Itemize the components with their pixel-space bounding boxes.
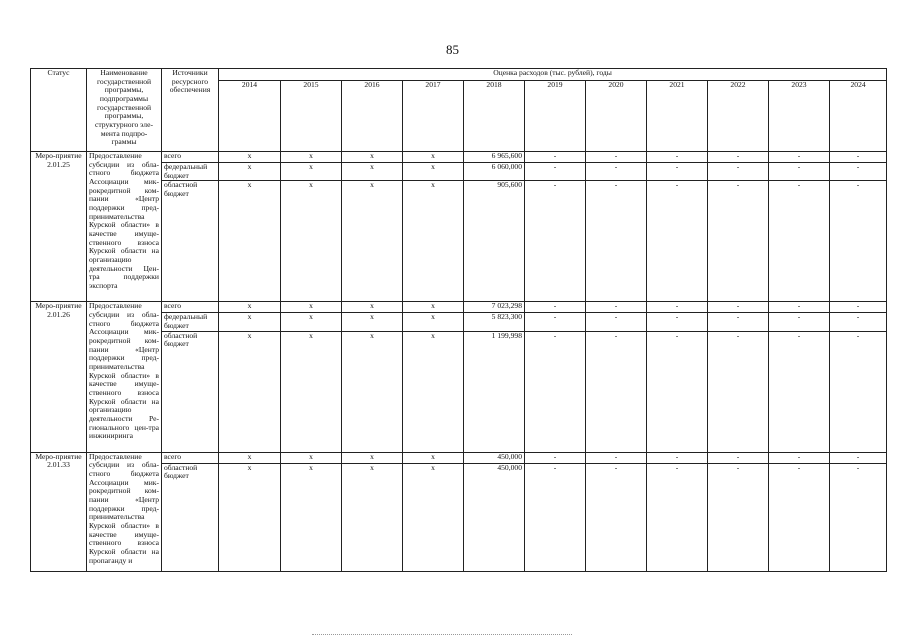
amount-cell: -: [708, 452, 769, 463]
scan-artifact: [312, 634, 572, 637]
amount-cell: -: [586, 463, 647, 571]
amount-cell: -: [586, 331, 647, 452]
amount-cell: -: [647, 452, 708, 463]
table-row: [31, 452, 887, 463]
amount-cell: -: [586, 302, 647, 313]
amount-cell: -: [647, 313, 708, 331]
amount-cell: -: [830, 313, 887, 331]
amount-cell: -: [769, 302, 830, 313]
header-year: 2021: [647, 81, 708, 152]
amount-cell: -: [708, 463, 769, 571]
amount-cell: -: [769, 463, 830, 571]
amount-cell: x: [342, 463, 403, 571]
amount-cell: -: [586, 452, 647, 463]
amount-cell: 1 199,998: [464, 331, 525, 452]
amount-cell: x: [403, 452, 464, 463]
amount-cell: x: [403, 152, 464, 163]
measure-status: Меро-приятие 2.01.33: [31, 452, 87, 571]
amount-cell: x: [342, 331, 403, 452]
amount-cell: x: [403, 163, 464, 181]
header-source: Источники ресурсного обеспечения: [162, 69, 219, 152]
amount-cell: 7 023,298: [464, 302, 525, 313]
amount-cell: -: [769, 163, 830, 181]
amount-cell: x: [281, 452, 342, 463]
amount-cell: -: [647, 163, 708, 181]
amount-cell: -: [830, 302, 887, 313]
table-row: [31, 302, 887, 313]
amount-cell: -: [830, 452, 887, 463]
measure-name: Предоставление субсидии из обла-стного бюджета Ассоциации мик-рокредитной ком-пании «Центр поддержки пред-принимательства Курской области» в качестве имуще-ственного взноса Курской области на организацию деятельности Ре-гионального цен-тра инжиниринга: [87, 302, 162, 452]
amount-cell: -: [647, 463, 708, 571]
amount-cell: -: [525, 463, 586, 571]
amount-cell: -: [586, 152, 647, 163]
amount-cell: -: [830, 331, 887, 452]
header-year: 2022: [708, 81, 769, 152]
amount-cell: x: [342, 302, 403, 313]
amount-cell: 6 060,000: [464, 163, 525, 181]
funding-source: областной бюджет: [162, 181, 219, 302]
amount-cell: 450,000: [464, 463, 525, 571]
amount-cell: x: [281, 152, 342, 163]
amount-cell: x: [342, 181, 403, 302]
amount-cell: -: [830, 181, 887, 302]
funding-source: областной бюджет: [162, 331, 219, 452]
funding-source: федеральный бюджет: [162, 313, 219, 331]
amount-cell: -: [769, 181, 830, 302]
measure-name: Предоставление субсидии из обла-стного бюджета Ассоциации мик-рокредитной ком-пании «Центр поддержки пред-принимательства Курской области» в качестве имуще-ственного взноса Курской области на организацию деятельности Цен-тра поддержки экспорта: [87, 152, 162, 302]
amount-cell: x: [281, 331, 342, 452]
expense-estimate-table: [30, 68, 887, 572]
amount-cell: -: [647, 181, 708, 302]
amount-cell: -: [647, 331, 708, 452]
amount-cell: x: [342, 163, 403, 181]
funding-source: всего: [162, 452, 219, 463]
header-status: Статус: [31, 69, 87, 152]
amount-cell: -: [769, 452, 830, 463]
header-year: 2016: [342, 81, 403, 152]
amount-cell: x: [342, 313, 403, 331]
amount-cell: -: [525, 163, 586, 181]
amount-cell: -: [525, 313, 586, 331]
amount-cell: -: [708, 163, 769, 181]
header-estimate: Оценка расходов (тыс. рублей), годы: [219, 69, 887, 81]
amount-cell: -: [708, 181, 769, 302]
amount-cell: -: [525, 452, 586, 463]
amount-cell: x: [281, 163, 342, 181]
amount-cell: -: [769, 152, 830, 163]
amount-cell: x: [403, 331, 464, 452]
amount-cell: x: [219, 302, 281, 313]
funding-source: всего: [162, 152, 219, 163]
measure-status: Меро-приятие 2.01.25: [31, 152, 87, 302]
amount-cell: x: [219, 463, 281, 571]
amount-cell: -: [647, 152, 708, 163]
amount-cell: -: [708, 152, 769, 163]
funding-source: всего: [162, 302, 219, 313]
measure-name: Предоставление субсидии из обла-стного бюджета Ассоциации мик-рокредитной ком-пании «Центр поддержки пред-принимательства Курской области» в качестве имуще-ственного взноса Курской области на пропаганду и: [87, 452, 162, 571]
page-number: 85: [446, 42, 459, 57]
header-year: 2019: [525, 81, 586, 152]
amount-cell: x: [219, 181, 281, 302]
measure-status: Меро-приятие 2.01.26: [31, 302, 87, 452]
amount-cell: x: [281, 463, 342, 571]
amount-cell: -: [586, 163, 647, 181]
amount-cell: -: [586, 313, 647, 331]
amount-cell: -: [525, 152, 586, 163]
amount-cell: x: [403, 463, 464, 571]
funding-source: федеральный бюджет: [162, 163, 219, 181]
amount-cell: -: [708, 331, 769, 452]
amount-cell: x: [219, 152, 281, 163]
header-year: 2014: [219, 81, 281, 152]
header-year: 2017: [403, 81, 464, 152]
amount-cell: x: [219, 331, 281, 452]
amount-cell: -: [830, 463, 887, 571]
amount-cell: -: [830, 163, 887, 181]
amount-cell: -: [586, 181, 647, 302]
amount-cell: -: [525, 302, 586, 313]
header-year: 2018: [464, 81, 525, 152]
amount-cell: x: [403, 313, 464, 331]
amount-cell: -: [647, 302, 708, 313]
amount-cell: x: [403, 302, 464, 313]
funding-source: областной бюджет: [162, 463, 219, 571]
amount-cell: 5 823,300: [464, 313, 525, 331]
amount-cell: -: [769, 331, 830, 452]
amount-cell: x: [281, 181, 342, 302]
amount-cell: x: [219, 163, 281, 181]
header-year: 2024: [830, 81, 887, 152]
amount-cell: x: [281, 313, 342, 331]
amount-cell: x: [219, 313, 281, 331]
amount-cell: x: [342, 452, 403, 463]
amount-cell: -: [525, 331, 586, 452]
amount-cell: x: [219, 452, 281, 463]
amount-cell: -: [525, 181, 586, 302]
amount-cell: x: [342, 152, 403, 163]
amount-cell: x: [403, 181, 464, 302]
amount-cell: -: [708, 313, 769, 331]
header-name: Наименование государственной программы, подпрограммы государственной программы, структурного эле-мента подпро-граммы: [87, 69, 162, 152]
amount-cell: -: [708, 302, 769, 313]
amount-cell: 6 965,600: [464, 152, 525, 163]
amount-cell: -: [830, 152, 887, 163]
amount-cell: 905,600: [464, 181, 525, 302]
table-row: [31, 152, 887, 163]
header-year: 2015: [281, 81, 342, 152]
header-year: 2020: [586, 81, 647, 152]
amount-cell: -: [769, 313, 830, 331]
header-year: 2023: [769, 81, 830, 152]
amount-cell: x: [281, 302, 342, 313]
amount-cell: 450,000: [464, 452, 525, 463]
